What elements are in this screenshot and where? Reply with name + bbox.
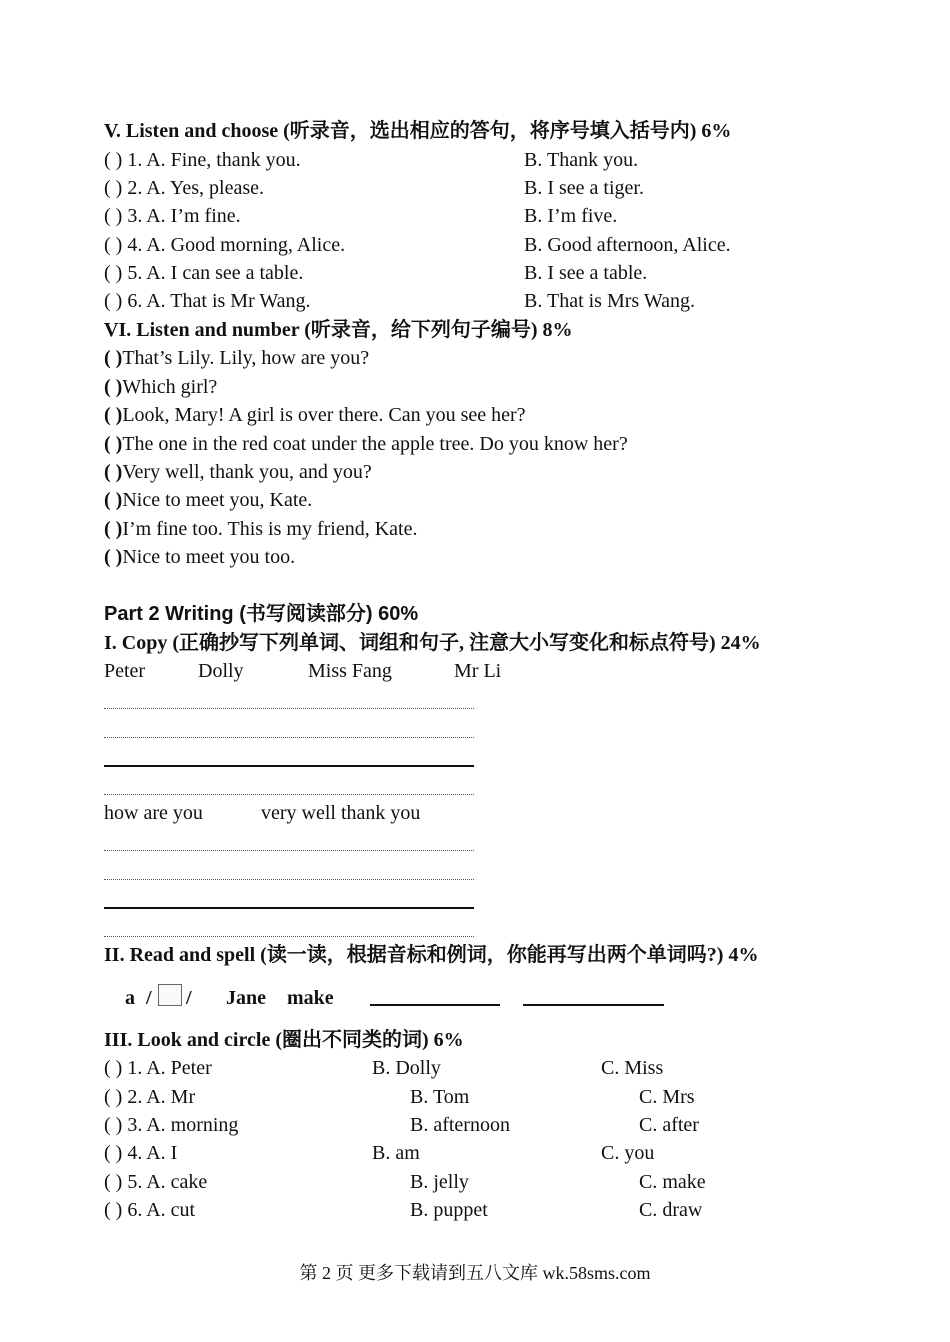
- sec6-sentence: Which girl?: [122, 376, 218, 398]
- circle-item-5-a: ( ) 5. A. cake: [104, 1171, 208, 1193]
- circle-item-6-c: C. draw: [639, 1199, 703, 1221]
- copy-phrase-2: very well thank you: [261, 802, 421, 824]
- sec5-item-6-a: ( ) 6. A. That is Mr Wang.: [104, 290, 311, 312]
- phonetic-slash-open: /: [146, 987, 152, 1009]
- circle-item-1-b: B. Dolly: [372, 1057, 441, 1079]
- circle-item-3-a: ( ) 3. A. morning: [104, 1114, 239, 1136]
- phonetic-symbol-icon: [157, 984, 183, 1010]
- circle-item-4-c: C. you: [601, 1142, 655, 1164]
- number-bracket: ( ): [104, 376, 123, 398]
- writing-line-dotted: [104, 737, 474, 738]
- sec6-sentence: I’m fine too. This is my friend, Kate.: [122, 518, 418, 540]
- section-v-heading: V. Listen and choose (听录音，选出相应的答句，将序号填入括号内) 6%: [104, 120, 732, 142]
- sec5-item-4-b: B. Good afternoon, Alice.: [524, 234, 731, 256]
- writing-line-dotted: [104, 794, 474, 795]
- writing-line-dotted: [104, 850, 474, 851]
- circle-item-5-b: B. jelly: [410, 1171, 469, 1193]
- sec5-item-2-a: ( ) 2. A. Yes, please.: [104, 177, 264, 199]
- circle-item-2-c: C. Mrs: [639, 1086, 695, 1108]
- spell-answer-blank-1[interactable]: [370, 986, 500, 1012]
- writing-line-dotted: [104, 879, 474, 880]
- copy-word-1: Peter: [104, 660, 146, 682]
- sec6-item: [104, 517, 417, 541]
- sec6-sentence: Nice to meet you, Kate.: [122, 489, 313, 511]
- phonetic-slash-close: /: [186, 987, 192, 1009]
- number-bracket: ( ): [104, 546, 123, 568]
- circle-heading: III. Look and circle (圈出不同类的词) 6%: [104, 1029, 464, 1051]
- sec5-item-5-a: ( ) 5. A. I can see a table.: [104, 262, 304, 284]
- number-bracket: ( ): [104, 518, 123, 540]
- circle-item-1-a: ( ) 1. A. Peter: [104, 1057, 212, 1079]
- sec5-item-3-a: ( ) 3. A. I’m fine.: [104, 205, 241, 227]
- sec6-sentence: Look, Mary! A girl is over there. Can you see her?: [122, 404, 526, 426]
- writing-line-dotted: [104, 936, 474, 937]
- sec5-item-5-b: B. I see a table.: [524, 262, 648, 284]
- sec5-item-6-b: B. That is Mrs Wang.: [524, 290, 695, 312]
- sec6-sentence: That’s Lily. Lily, how are you?: [122, 347, 370, 369]
- circle-item-2-a: ( ) 2. A. Mr: [104, 1086, 196, 1108]
- circle-item-3-c: C. after: [639, 1114, 699, 1136]
- circle-item-4-b: B. am: [372, 1142, 420, 1164]
- circle-item-6-b: B. puppet: [410, 1199, 488, 1221]
- circle-item-3-b: B. afternoon: [410, 1114, 510, 1136]
- spell-letter: a: [125, 987, 135, 1009]
- sec6-item: [104, 346, 369, 370]
- sec6-item: [104, 403, 526, 427]
- sec5-item-4-a: ( ) 4. A. Good morning, Alice.: [104, 234, 346, 256]
- sec5-item-3-b: B. I’m five.: [524, 205, 618, 227]
- copy-word-2: Dolly: [198, 660, 244, 682]
- section-vi-heading: VI. Listen and number (听录音，给下列句子编号) 8%: [104, 319, 573, 341]
- copy-word-3: Miss Fang: [308, 660, 392, 682]
- sec6-item: [104, 375, 217, 399]
- page-footer: 第 2 页 更多下载请到五八文库 wk.58sms.com: [299, 1263, 651, 1283]
- number-bracket: ( ): [104, 404, 123, 426]
- spell-answer-blank-2[interactable]: [523, 986, 664, 1012]
- writing-line-baseline: [104, 907, 474, 909]
- spell-example-2: make: [287, 987, 334, 1009]
- sec6-item: [104, 460, 372, 484]
- part2-title: Part 2 Writing (书写阅读部分) 60%: [104, 603, 419, 625]
- circle-item-6-a: ( ) 6. A. cut: [104, 1199, 196, 1221]
- circle-item-5-c: C. make: [639, 1171, 706, 1193]
- number-bracket: ( ): [104, 347, 123, 369]
- circle-item-1-c: C. Miss: [601, 1057, 664, 1079]
- sec5-item-2-b: B. I see a tiger.: [524, 177, 644, 199]
- circle-item-2-b: B. Tom: [410, 1086, 470, 1108]
- writing-line-dotted: [104, 708, 474, 709]
- number-bracket: ( ): [104, 489, 123, 511]
- sec6-item: [104, 488, 312, 512]
- sec6-item: [104, 545, 295, 569]
- sec5-item-1-a: ( ) 1. A. Fine, thank you.: [104, 149, 301, 171]
- sec6-item: [104, 432, 628, 456]
- number-bracket: ( ): [104, 433, 123, 455]
- spell-heading: II. Read and spell (读一读，根据音标和例词，你能再写出两个单词吗?) 4%: [104, 944, 759, 966]
- copy-word-4: Mr Li: [454, 660, 502, 682]
- number-bracket: ( ): [104, 461, 123, 483]
- sec6-sentence: Very well, thank you, and you?: [122, 461, 372, 483]
- writing-line-baseline: [104, 765, 474, 767]
- sec6-sentence: The one in the red coat under the apple tree. Do you know her?: [122, 433, 628, 455]
- sec6-sentence: Nice to meet you too.: [122, 546, 296, 568]
- sec5-item-1-b: B. Thank you.: [524, 149, 639, 171]
- spell-example-1: Jane: [226, 987, 266, 1009]
- copy-phrase-1: how are you: [104, 802, 203, 824]
- circle-item-4-a: ( ) 4. A. I: [104, 1142, 178, 1164]
- copy-heading: I. Copy (正确抄写下列单词、词组和句子, 注意大小写变化和标点符号) 24%: [104, 632, 761, 654]
